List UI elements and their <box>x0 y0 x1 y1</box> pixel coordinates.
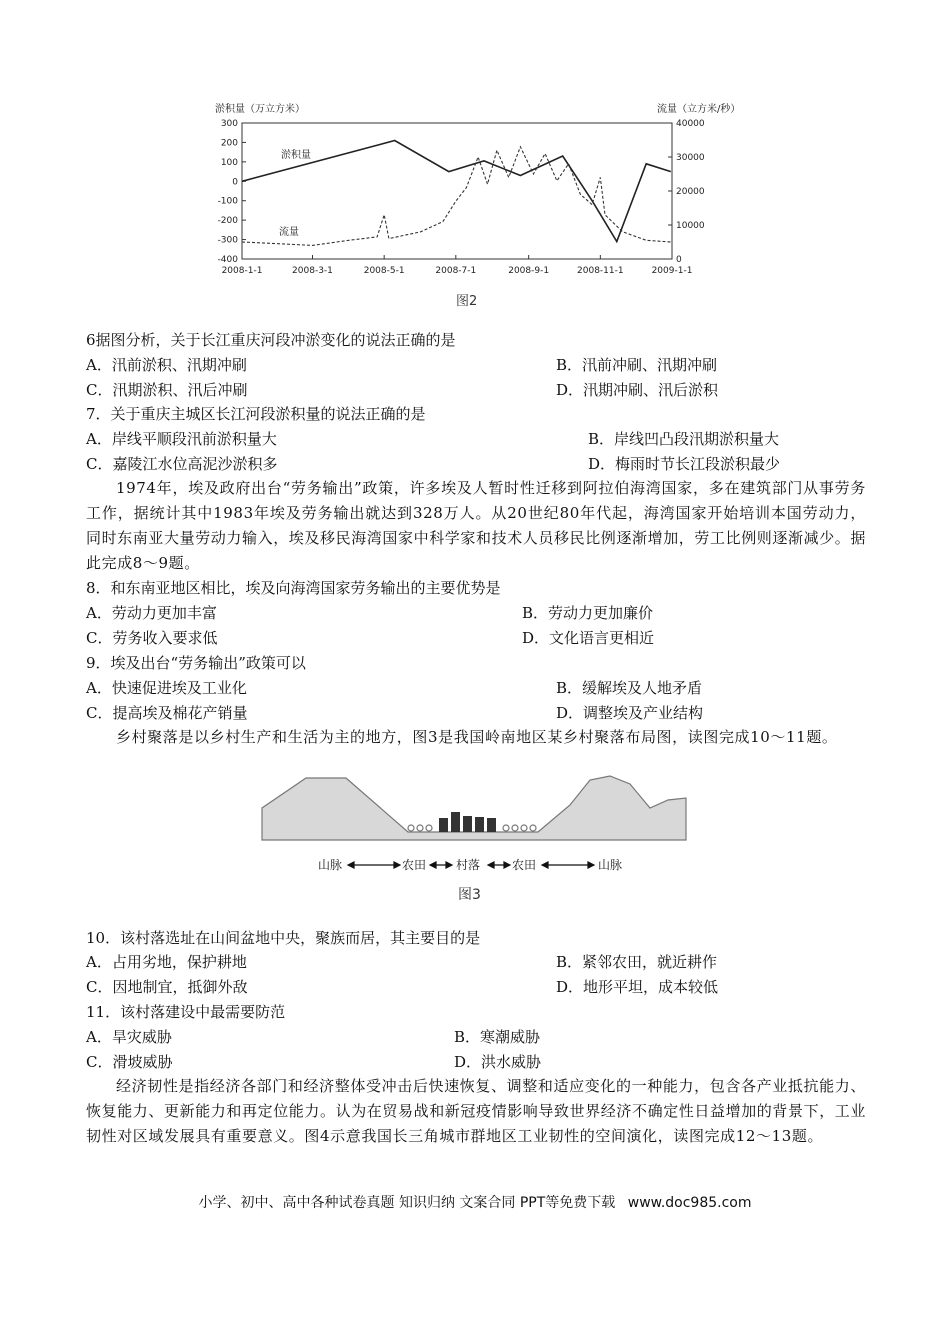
left-tick-label: -300 <box>217 235 238 246</box>
right-axis-title: 流量（立方米/秒） <box>657 104 741 115</box>
house <box>439 818 448 832</box>
figure-3-caption: 图3 <box>458 887 481 903</box>
q11-option-b: B．寒潮威胁 <box>454 1028 541 1046</box>
left-axis-title: 淤积量（万立方米） <box>215 104 305 115</box>
right-tick-label: 10000 <box>676 221 705 231</box>
q6-option-a: A．汛前淤积、汛期冲刷 <box>86 356 247 374</box>
q8-stem: 8．和东南亚地区相比，埃及向海湾国家劳务输出的主要优势是 <box>86 579 501 597</box>
label-field-right: 农田 <box>512 858 537 872</box>
right-tick-label: 30000 <box>676 153 705 163</box>
house <box>475 817 484 832</box>
left-tick-label: 100 <box>220 157 238 168</box>
right-axis-ticks <box>668 119 705 265</box>
sediment-series-label: 淤积量 <box>281 150 311 161</box>
q8-option-c: C．劳务收入要求低 <box>86 629 218 647</box>
left-tick-label: 0 <box>232 177 238 188</box>
passage-egypt: 1974年，埃及政府出台“劳务输出”政策，许多埃及人暂时性迁移到阿拉伯海湾国家，多在建筑部门从事劳务工作，据统计其中1983年埃及劳务输出就达到328万人。从20世纪80年代起，海湾国家开始培训本国劳动力，同时东南亚大量劳动力输入，埃及移民海湾国家中科学家和技术人员移民比例逐渐增加，劳工比例则逐渐减少。据此完成8～9题。 <box>86 479 867 572</box>
q10-option-a: A．占用劣地，保护耕地 <box>86 953 247 971</box>
x-tick-label: 2008-1-1 <box>221 266 263 276</box>
village-houses <box>439 812 496 832</box>
q10-option-c: C．因地制宜，抵御外敌 <box>86 978 248 996</box>
q8-option-b: B．劳动力更加廉价 <box>522 604 654 622</box>
label-mountain-right: 山脉 <box>598 858 623 872</box>
plot-frame <box>242 123 672 259</box>
farmland-crops-left <box>408 825 432 831</box>
figure-2-caption: 图2 <box>456 294 478 309</box>
right-tick-label: 20000 <box>676 187 705 197</box>
q7-option-d: D．梅雨时节长江段淤积最少 <box>588 455 781 473</box>
left-tick-label: 200 <box>220 138 238 149</box>
x-axis-ticks <box>222 255 693 276</box>
left-tick-label: -400 <box>217 255 238 265</box>
q6-option-b: B．汛前冲刷、汛期冲刷 <box>556 356 718 374</box>
q11-option-c: C．滑坡威胁 <box>86 1053 173 1071</box>
q11-option-d: D．洪水威胁 <box>454 1053 542 1071</box>
q8-option-d: D．文化语言更相近 <box>522 629 655 647</box>
x-tick-label: 2008-11-1 <box>577 266 624 276</box>
label-mountain-left: 山脉 <box>318 858 343 872</box>
footer-text: 小学、初中、高中各种试卷真题 知识归纳 文案合同 PPT等免费下载 <box>198 1195 616 1211</box>
figure-2-chart <box>205 98 741 288</box>
left-tick-label: 300 <box>220 119 238 129</box>
q7-option-b: B．岸线凹凸段汛期淤积量大 <box>588 430 780 448</box>
left-tick-label: -200 <box>217 216 238 227</box>
right-tick-label: 40000 <box>676 119 705 129</box>
figure-3-village-layout <box>258 770 690 880</box>
passage-village: 乡村聚落是以乡村生产和生活为主的地方，图3是我国岭南地区某乡村聚落布局图，读图完成10～11题。 <box>116 728 838 746</box>
house <box>463 816 472 832</box>
x-tick-label: 2009-1-1 <box>651 266 693 276</box>
right-tick-label: 0 <box>676 255 682 265</box>
x-tick-label: 2008-5-1 <box>363 266 405 276</box>
q11-option-a: A．旱灾威胁 <box>86 1028 172 1046</box>
q9-option-a: A．快速促进埃及工业化 <box>86 679 247 697</box>
q11-stem: 11．该村落建设中最需要防范 <box>86 1003 286 1021</box>
q9-option-c: C．提高埃及棉花产销量 <box>86 704 248 722</box>
page-footer <box>0 1192 950 1212</box>
q6-option-c: C．汛期淤积、汛后冲刷 <box>86 381 248 399</box>
q7-option-a: A．岸线平顺段汛前淤积量大 <box>86 430 277 448</box>
q6-option-d: D．汛期冲刷、汛后淤积 <box>556 381 719 399</box>
q6-stem: 6据图分析，关于长江重庆河段冲淤变化的说法正确的是 <box>86 331 456 349</box>
flow-series-line <box>242 147 671 246</box>
q8-option-a: A．劳动力更加丰富 <box>86 604 217 622</box>
q10-option-d: D．地形平坦，成本较低 <box>556 978 719 996</box>
q9-option-d: D．调整埃及产业结构 <box>556 704 704 722</box>
left-tick-label: -100 <box>217 196 238 207</box>
q9-option-b: B．缓解埃及人地矛盾 <box>556 679 703 697</box>
x-tick-label: 2008-3-1 <box>292 266 333 276</box>
label-field-left: 农田 <box>402 858 427 872</box>
x-tick-label: 2008-7-1 <box>435 266 477 276</box>
q7-stem: 7．关于重庆主城区长江河段淤积量的说法正确的是 <box>86 405 426 423</box>
x-tick-label: 2008-9-1 <box>508 266 550 276</box>
house <box>487 818 496 832</box>
q7-option-c: C．嘉陵江水位高泥沙淤积多 <box>86 455 278 473</box>
farmland-crops-right <box>503 825 536 831</box>
label-village: 村落 <box>456 858 481 872</box>
q10-stem: 10．该村落选址在山间盆地中央，聚族而居，其主要目的是 <box>86 929 481 947</box>
q10-option-b: B．紧邻农田，就近耕作 <box>556 953 718 971</box>
footer-site-link[interactable]: www.doc985.com <box>627 1195 752 1211</box>
house <box>451 812 460 832</box>
passage-resilience: 经济韧性是指经济各部门和经济整体受冲击后快速恢复、调整和适应变化的一种能力，包含各产业抵抗能力、恢复能力、更新能力和再定位能力。认为在贸易战和新冠疫情影响导致世界经济不确定性日益增加的背景下，工业韧性对区域发展具有重要意义。图4示意我国长三角城市群地区工业韧性的空间演化，读图完成12～13题。 <box>86 1077 867 1145</box>
terrain-profile <box>262 776 686 840</box>
q9-stem: 9．埃及出台“劳务输出”政策可以 <box>86 654 306 672</box>
flow-series-label: 流量 <box>279 227 299 238</box>
